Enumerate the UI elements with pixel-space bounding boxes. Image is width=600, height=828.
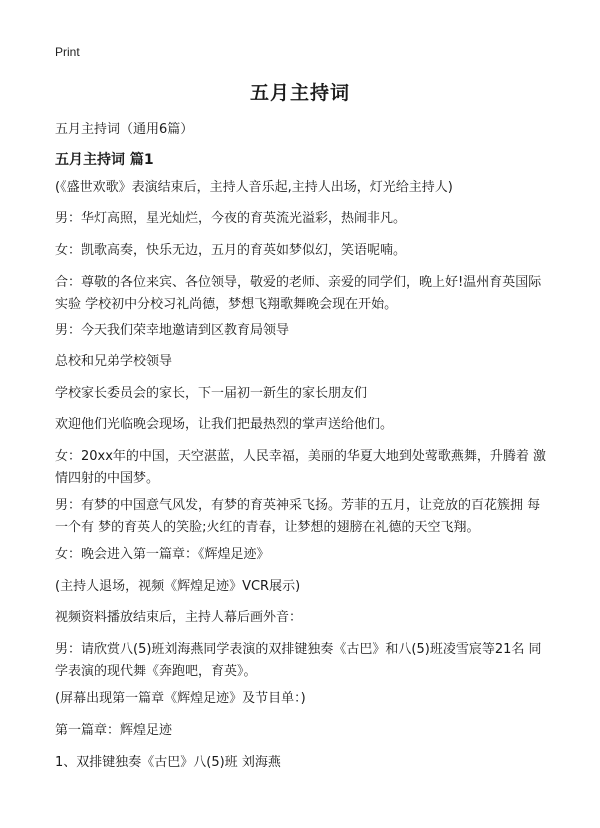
document-subtitle: 五月主持词（通用6篇） (55, 122, 194, 137)
paragraph: 男：请欣赏八(5)班刘海燕同学表演的双排键独奏《古巴》和八(5)班凌雪宸等21名 同学表演的现代舞《奔跑吧，育英》。 (55, 642, 542, 679)
paragraph: 1、双排键独奏《古巴》八(5)班 刘海燕 (55, 755, 281, 770)
paragraph: 欢迎他们光临晚会现场，让我们把最热烈的掌声送给他们。 (55, 417, 394, 432)
section-heading: 五月主持词 篇1 (55, 152, 154, 168)
paragraph: 第一篇章：辉煌足迹 (55, 723, 173, 738)
paragraph: (主持人退场，视频《辉煌足迹》VCR展示) (55, 579, 301, 594)
paragraph: 女：晚会进入第一篇章：《辉煌足迹》 (55, 547, 270, 562)
paragraph: 女：20xx年的中国，天空湛蓝，人民幸福，美丽的华夏大地到处莺歌燕舞，升腾着 激情四射的中国梦。 (55, 449, 547, 486)
paragraph: 男：今天我们荣幸地邀请到区教育局领导 (55, 323, 290, 338)
paragraph: 合：尊敬的各位来宾、各位领导，敬爱的老师、亲爱的同学们，晚上好!温州育英国际实验 学校初中分校习礼尚德，梦想飞翔歌舞晚会现在开始。 (55, 275, 542, 312)
print-link[interactable]: Print (55, 45, 80, 59)
paragraph: (屏幕出现第一篇章《辉煌足迹》及节目单：) (55, 691, 306, 706)
paragraph: 女：凯歌高奏，快乐无边，五月的育英如梦似幻，笑语呢喃。 (55, 243, 407, 258)
page-title: 五月主持词 (249, 82, 350, 104)
paragraph: 男：有梦的中国意气风发，有梦的育英神采飞扬。芳菲的五月，让竞放的百花簇拥 每一个有 梦的育英人的笑脸;火红的青春，让梦想的翅膀在礼德的天空飞翔。 (55, 498, 541, 535)
paragraph: 学校家长委员会的家长，下一届初一新生的家长朋友们 (55, 386, 368, 401)
paragraph: (《盛世欢歌》表演结束后，主持人音乐起,主持人出场，灯光给主持人) (55, 180, 453, 195)
paragraph: 总校和兄弟学校领导 (55, 354, 173, 369)
paragraph: 视频资料播放结束后，主持人幕后画外音： (55, 610, 303, 625)
paragraph: 男：华灯高照，星光灿烂，今夜的育英流光溢彩，热闹非凡。 (55, 211, 407, 226)
